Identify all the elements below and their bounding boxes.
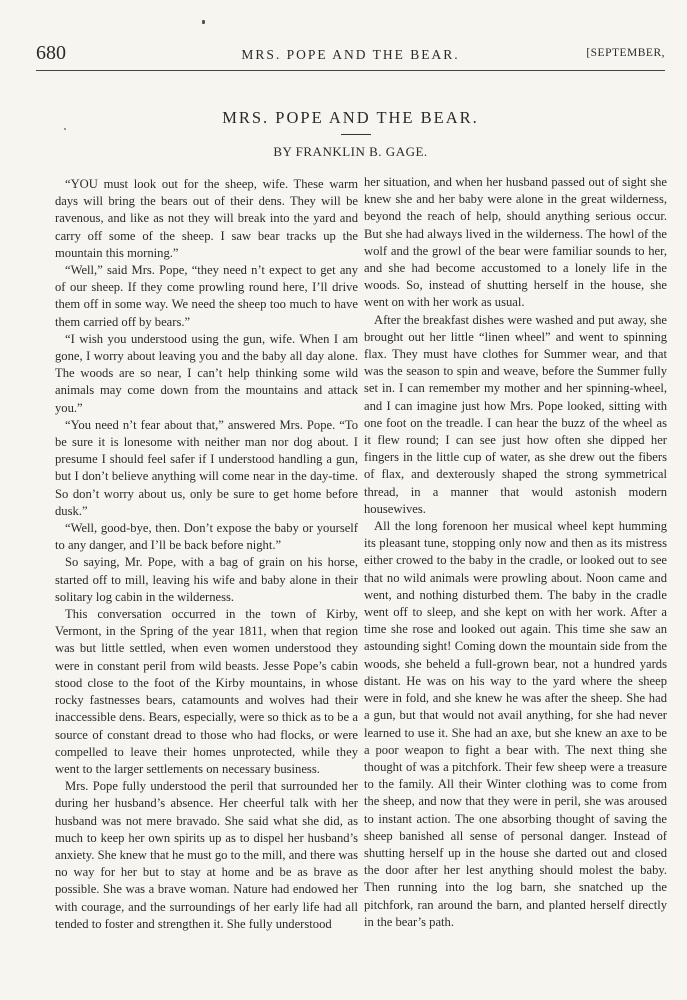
paragraph: All the long forenoon her musical wheel kept humming its pleasant tune, stopping only now and then as its mistress either crowed to the baby in the cradle, or looked out to see that no wild animals were prowling about. Noon came and went, and nothing disturbed them. The baby in the cradle went off to sleep, and she kept on with her work. After a time she rose and looked out again. This time she saw an astounding sight! Coming down the mountain side from the woods, she beheld a full-grown bear, not a hundred yards distant. He was on his way to the yard where the sheep were in fold, and she knew he was after the sheep. She had a gun, but that would not avail anything, for she had never learned to use it. She had an axe, but she knew an axe to be a poor weapon to fight a bear with. The next thing she thought of was a pitchfork. Their few sheep were a treasure to the family. All their Winter clothing was to come from the sheep, and now that they were in peril, she was aroused to instant action. The one absorbing thought of saving the sheep banished all sense of personal danger. Instead of shutting herself up in the house she darted out and closed the door after her lest anything should molest the baby. Then running into the log barn, she snatched up the pitchfork, ran around the barn, and planted herself directly in the bear’s path. bbox=[364, 519, 667, 929]
ink-speck bbox=[64, 128, 66, 130]
page-number: 680 bbox=[36, 42, 66, 64]
paragraph: “I wish you understood using the gun, wife. When I am gone, I worry about leaving you and the baby all day alone. The woods are so near, I can’t help thinking some wild animals may come down from the mountains and attack you.” bbox=[55, 331, 358, 415]
paragraph: “YOU must look out for the sheep, wife. These warm days will bring the bears out of their dens. They will be ravenous, and like as not they will break into the yard and carry off some of the sheep. I saw bear tracks up the mountain this morning.” bbox=[55, 177, 358, 260]
running-month: [SEPTEMBER, bbox=[586, 47, 665, 59]
article-title: MRS. POPE AND THE BEAR. bbox=[222, 108, 479, 127]
right-column bbox=[364, 174, 667, 931]
paragraph: Mrs. Pope fully understood the peril that surrounded her during her husband’s absence. Her cheerful talk with her husband was not mere bravado. She said what she did, as much to keep her own spirits up as to dispel her husband’s anxiety. She knew that he must go to the mill, and there was no way for her but to stay at home and be as brave as possible. She was a brave woman. Nature had endowed her with courage, and the surroundings of her early life had all tended to foster and strengthen it. She fully understood bbox=[55, 779, 358, 931]
header-rule bbox=[36, 70, 665, 71]
paragraph: After the breakfast dishes were washed and put away, she brought out her little “linen wheel” and went to spinning flax. They must have clothes for Summer wear, and that was the season to spin and weave, before the Summer fully set in. I can remember my mother and her spinning-wheel, and I can imagine just how Mrs. Pope looked, sitting with one foot on the treadle. I can hear the buzz of the wheel as it flew round; I can see just how often she dipped her fingers in the little cup of water, as she drew out the fibers of flax, and dexterously shaped the strong symmetrical thread, in a manner that would astonish modern housewives. bbox=[364, 312, 667, 516]
paragraph: “Well, good-bye, then. Don’t expose the baby or yourself to any danger, and I’ll be back before night.” bbox=[55, 521, 358, 553]
paragraph: “Well,” said Mrs. Pope, “they need n’t expect to get any of our sheep. If they come prowling round here, I’ll drive them off in some way. We need the sheep too much to have them carried off by bears.” bbox=[55, 263, 358, 329]
running-head bbox=[36, 42, 665, 64]
paragraph: “You need n’t fear about that,” answered Mrs. Pope. “To be sure it is lonesome with neither man nor dog about. I presume I should feel safer if I understood handling a gun, but I don’t believe anything will come near in the day-time. So don’t worry about us, only be sure to get home before dusk.” bbox=[55, 417, 358, 518]
ink-speck bbox=[202, 20, 205, 24]
title-rule bbox=[341, 134, 371, 135]
byline: BY FRANKLIN B. GAGE. bbox=[273, 144, 428, 159]
paragraph: So saying, Mr. Pope, with a bag of grain on his horse, started off to mill, leaving his wife and baby alone in their solitary log cabin in the wilderness. bbox=[55, 555, 358, 604]
paragraph: This conversation occurred in the town of Kirby, Vermont, in the Spring of the year 1811, when that region was but little settled, when even women understood they were in constant peril from wild beasts. Jesse Pope’s cabin stood close to the foot of the Kirby mountains, in whose rocky fastnesses bears, catamounts and wolves had their inaccessible dens. Bears, especially, were so thick as to be a source of constant dread to those who had flocks, or were compelled to leave their homes unprotected, while they went to the larger settlements on necessary business. bbox=[55, 607, 358, 776]
left-column bbox=[55, 176, 358, 933]
running-title: MRS. POPE AND THE BEAR. bbox=[241, 47, 460, 62]
paragraph: her situation, and when her husband passed out of sight she knew she and her baby were alone in the great wilderness, beyond the reach of help, should anything serious occur. But she had always lived in the wilderness. The howl of the wolf and the growl of the bear were familiar sounds to her, and she had become accustomed to a lonely life in the woods. So, instead of shutting herself in the house, she went on with her work as usual. bbox=[364, 175, 667, 310]
